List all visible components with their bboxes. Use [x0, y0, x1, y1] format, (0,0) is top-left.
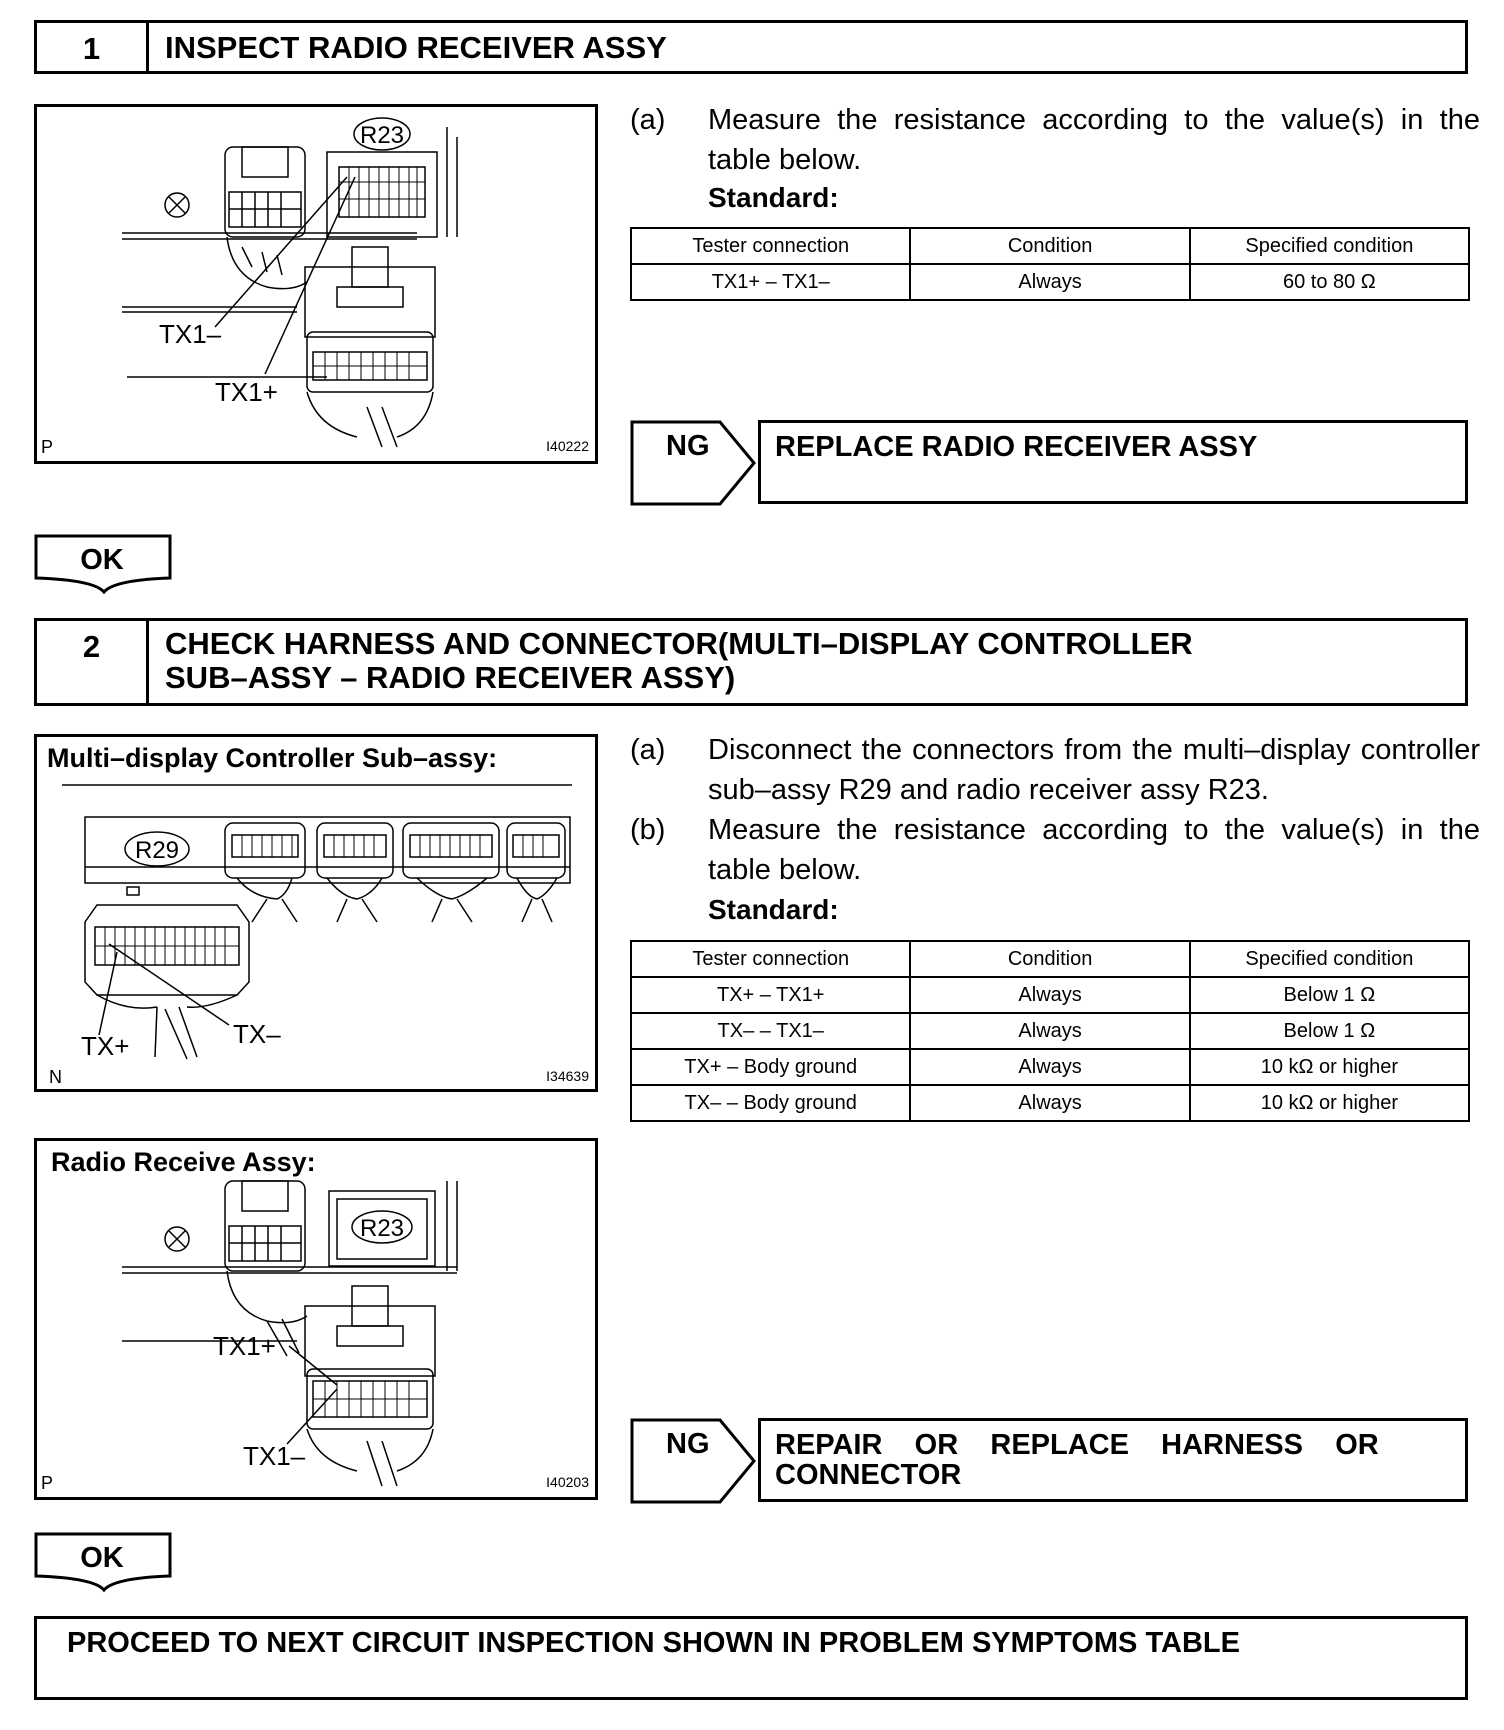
table-cell: 10 kΩ or higher [1190, 1085, 1469, 1121]
instruction-b [630, 810, 1480, 890]
figure-multi-display-controller [34, 734, 598, 1092]
pin-label-tx1-minus: TX1– [243, 1441, 306, 1471]
ok-label: OK [80, 544, 124, 576]
figure-caption: Multi–display Controller Sub–assy: [47, 743, 498, 773]
step-2-header [34, 618, 1468, 706]
table-cell: Below 1 Ω [1190, 977, 1469, 1013]
pin-label-tx1-plus: TX1+ [215, 377, 278, 407]
connector-code: R23 [359, 122, 405, 149]
ng-action: REPLACE RADIO RECEIVER ASSY [775, 431, 1258, 463]
pin-label-tx-minus: TX– [233, 1019, 281, 1049]
ok-label: OK [80, 1542, 124, 1574]
figure-corner-label: N [49, 1067, 62, 1087]
instruction-text: Measure the resistance according to the value(s) in the table below. [708, 104, 1480, 176]
pin-label-tx1-plus: TX1+ [213, 1331, 276, 1361]
table-cell: Always [910, 264, 1189, 300]
step-number: 2 [37, 621, 149, 703]
table-row [631, 1049, 1469, 1085]
table-header: Tester connection [631, 941, 910, 977]
ng-action-line: CONNECTOR [775, 1459, 962, 1491]
instruction-text: Measure the resistance according to the value(s) in the table below. [708, 814, 1480, 886]
connector-code: R29 [134, 837, 180, 864]
table-header: Specified condition [1190, 941, 1469, 977]
table-row [631, 264, 1469, 300]
table-cell: TX– – TX1– [631, 1013, 910, 1049]
table-cell: TX+ – TX1+ [631, 977, 910, 1013]
instruction-text: Disconnect the connectors from the multi–display controller sub–assy R29 and radio receiver assy R23. [708, 734, 1480, 806]
table-header: Specified condition [1190, 228, 1469, 264]
table-row [631, 1013, 1469, 1049]
table-cell: TX+ – Body ground [631, 1049, 910, 1085]
spec-table [630, 227, 1470, 301]
figure-id: I40222 [546, 438, 589, 454]
standard-label: Standard: [708, 182, 839, 213]
table-cell: 60 to 80 Ω [1190, 264, 1469, 300]
table-cell: 10 kΩ or higher [1190, 1049, 1469, 1085]
ng-tag: NG [666, 430, 710, 462]
step-title [165, 627, 1445, 695]
table-cell: TX1+ – TX1– [631, 264, 910, 300]
step-title: INSPECT RADIO RECEIVER ASSY [165, 30, 667, 65]
table-cell: Always [910, 977, 1189, 1013]
instruction-a [630, 100, 1480, 180]
pin-label-tx1-minus: TX1– [159, 319, 222, 349]
instruction-label: (a) [630, 734, 666, 766]
ng-action-line: REPAIR OR REPLACE HARNESS OR [775, 1429, 1379, 1461]
table-cell: TX– – Body ground [631, 1085, 910, 1121]
pin-label-tx-plus: TX+ [81, 1031, 130, 1061]
table-header: Tester connection [631, 228, 910, 264]
table-row [631, 977, 1469, 1013]
figure-id: I40203 [546, 1474, 589, 1490]
figure-radio-receive [34, 1138, 598, 1500]
instruction-label: (b) [630, 814, 666, 846]
ng-tag: NG [666, 1428, 710, 1460]
final-instruction-box [34, 1616, 1468, 1700]
standard-label: Standard: [708, 894, 839, 925]
instruction-label: (a) [630, 104, 666, 136]
table-cell: Always [910, 1013, 1189, 1049]
ok-tab [34, 534, 174, 596]
ng-action-box [758, 1418, 1468, 1502]
connector-illustration [37, 737, 595, 1089]
table-cell: Always [910, 1085, 1189, 1121]
table-header: Condition [910, 941, 1189, 977]
step-title-line: CHECK HARNESS AND CONNECTOR(MULTI–DISPLAY CONTROLLER [165, 626, 1193, 661]
table-header-row [631, 941, 1469, 977]
step-title-line: SUB–ASSY – RADIO RECEIVER ASSY) [165, 660, 736, 695]
step-1-header [34, 20, 1468, 74]
table-header-row [631, 228, 1469, 264]
table-cell: Always [910, 1049, 1189, 1085]
table-row [631, 1085, 1469, 1121]
instruction-a [630, 730, 1480, 810]
ok-tab [34, 1532, 174, 1594]
step-number: 1 [37, 23, 149, 71]
connector-illustration [37, 1141, 595, 1497]
spec-table [630, 940, 1470, 1122]
ng-action-box [758, 420, 1468, 504]
figure-caption: Radio Receive Assy: [51, 1147, 316, 1177]
connector-illustration [37, 107, 595, 461]
final-instruction-text: PROCEED TO NEXT CIRCUIT INSPECTION SHOWN IN PROBLEM SYMPTOMS TABLE [67, 1627, 1240, 1659]
connector-code: R23 [359, 1215, 405, 1242]
figure-corner-label: P [41, 437, 54, 457]
figure-corner-label: P [41, 1473, 54, 1493]
figure-id: I34639 [546, 1068, 589, 1084]
table-cell: Below 1 Ω [1190, 1013, 1469, 1049]
figure-radio-receiver [34, 104, 598, 464]
table-header: Condition [910, 228, 1189, 264]
